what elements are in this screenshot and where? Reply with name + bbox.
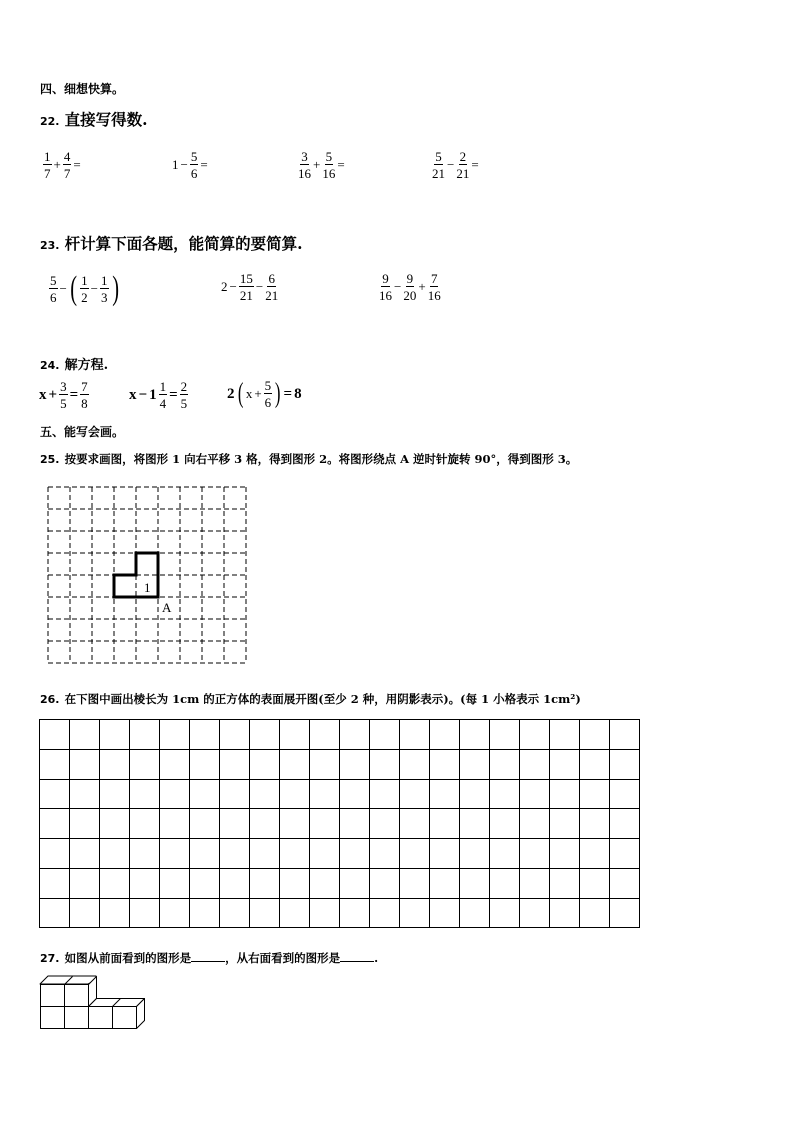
figure-label: 1 bbox=[144, 580, 151, 595]
question-25-header bbox=[40, 448, 577, 467]
fraction: $\frac{5}{6}$ bbox=[264, 378, 272, 410]
q22-expr-4: $\frac{5}{21}$ − $\frac{2}{21}$ = bbox=[432, 149, 479, 181]
fraction: $\frac{5}{16}$ bbox=[322, 149, 336, 181]
fraction: $\frac{5}{6}$ bbox=[190, 149, 198, 181]
fraction: $\frac{5}{21}$ bbox=[432, 149, 445, 181]
q22-expr-3: $\frac{3}{16}$ + $\frac{5}{16}$ = bbox=[298, 149, 345, 181]
question-text: 如图从前面看到的图形是 bbox=[64, 951, 192, 965]
fraction: $\frac{7}{16}$ bbox=[427, 271, 441, 303]
fraction: $\frac{1}{4}$ bbox=[159, 379, 167, 411]
fraction: $\frac{9}{20}$ bbox=[403, 271, 417, 303]
fraction: $\frac{2}{5}$ bbox=[180, 379, 188, 411]
fraction: $\frac{2}{21}$ bbox=[456, 149, 470, 181]
fraction: $\frac{1}{3}$ bbox=[101, 273, 108, 305]
question-22-header bbox=[40, 108, 148, 130]
question-text: . bbox=[374, 951, 379, 965]
q23-expr-3: $\frac{9}{16}$ − $\frac{9}{20}$ + $\frac{7}{16}$ bbox=[379, 271, 441, 303]
question-text: 在下图中画出棱长为 1cm 的正方体的表面展开图(至少 2 种，用阴影表示)。(每 1 小格表示 1cm²) bbox=[64, 692, 581, 706]
grid-lines bbox=[48, 487, 246, 663]
fraction: $\frac{1}{2}$ bbox=[81, 273, 88, 305]
q25-dashed-grid bbox=[40, 480, 256, 670]
question-23-header bbox=[40, 232, 303, 254]
question-number: 24. bbox=[40, 359, 60, 372]
fraction: $\frac{7}{8}$ bbox=[81, 379, 88, 411]
question-text: ，从右面看到的图形是 bbox=[225, 951, 341, 965]
question-number: 27. bbox=[40, 952, 60, 965]
question-number: 22. bbox=[40, 115, 60, 128]
question-title: 直接写得数. bbox=[64, 110, 148, 129]
q24-equation-2: x − 1 $\frac{1}{4}$ = $\frac{2}{5}$ bbox=[129, 379, 188, 411]
fraction: $\frac{9}{16}$ bbox=[379, 271, 392, 303]
fraction: $\frac{4}{7}$ bbox=[63, 149, 71, 181]
fraction: $\frac{3}{16}$ bbox=[298, 149, 311, 181]
q23-expr-1: $\frac{5}{6}$ −( $\frac{1}{2}$ − $\frac{1}{3}$ ) bbox=[50, 270, 119, 307]
point-a-label: A bbox=[162, 600, 172, 615]
section-5-title: 五、能写会画。 bbox=[40, 425, 125, 439]
question-number: 26. bbox=[40, 693, 60, 706]
q26-square-grid[interactable] bbox=[39, 719, 641, 929]
answer-blank-front[interactable] bbox=[191, 951, 225, 962]
q24-equation-3: 2 ( x + $\frac{5}{6}$ ) = 8 bbox=[227, 378, 302, 410]
question-24-header bbox=[40, 354, 108, 373]
question-number: 25. bbox=[40, 453, 60, 466]
fraction: $\frac{3}{5}$ bbox=[60, 379, 67, 411]
q23-expr-2: 2 − $\frac{15}{21}$ − $\frac{6}{21}$ bbox=[221, 271, 279, 303]
grid-lines bbox=[39, 719, 640, 928]
fraction: $\frac{1}{7}$ bbox=[44, 149, 51, 181]
q27-cube-stack-figure bbox=[38, 972, 150, 1034]
question-title: 解方程. bbox=[64, 358, 109, 373]
section-4-title: 四、细想快算。 bbox=[40, 82, 125, 96]
fraction: $\frac{5}{6}$ bbox=[50, 273, 57, 305]
question-text: 按要求画图，将图形 1 向右平移 3 格，得到图形 2。将图形绕点 A 逆时针旋转 90°，得到图形 3。 bbox=[64, 452, 578, 466]
question-27-header bbox=[40, 947, 378, 966]
fraction: $\frac{15}{21}$ bbox=[239, 271, 253, 303]
question-26-header bbox=[40, 688, 581, 707]
q22-expr-2: 1 − $\frac{5}{6}$ = bbox=[172, 149, 208, 181]
answer-blank-right[interactable] bbox=[340, 951, 374, 962]
question-number: 23. bbox=[40, 239, 60, 252]
question-title: 杆计算下面各题，能简算的要简算. bbox=[64, 234, 303, 253]
figure-1-shape bbox=[114, 553, 158, 597]
q24-equation-1: x + $\frac{3}{5}$ = $\frac{7}{8}$ bbox=[39, 379, 88, 411]
q22-expr-1: $\frac{1}{7}$ + $\frac{4}{7}$ = bbox=[44, 149, 81, 181]
fraction: $\frac{6}{21}$ bbox=[265, 271, 279, 303]
